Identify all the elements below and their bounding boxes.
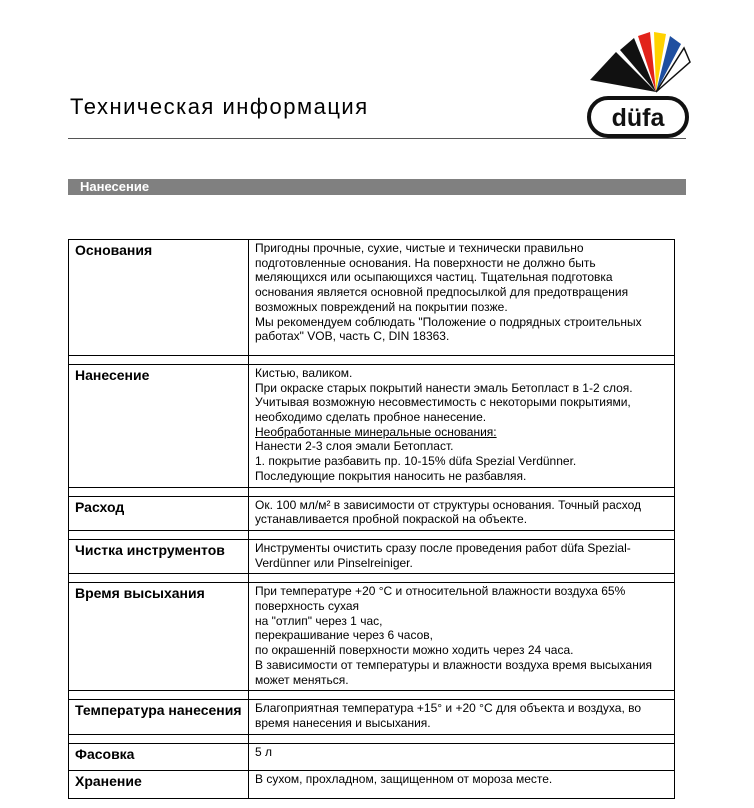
row-text-line: При окраске старых покрытий нанести эмаль Бетопласт в 1-2 слоя.: [255, 380, 633, 395]
logo-text: düfa: [611, 104, 665, 132]
table-row: [69, 771, 675, 799]
row-text-line: В зависимости от температуры и влажности воздуха время высыхания может меняться.: [255, 657, 653, 687]
row-text-line: Ок. 100 мл/м² в зависимости от структуры основания. Точный расход устанавливается пробной покраской на объекте.: [255, 497, 642, 527]
row-text-line: Нанести 2-3 слоя эмали Бетопласт.: [255, 439, 454, 454]
row-text-line: При температуре +20 °C и относительной влажности воздуха 65% поверхность сухая: [255, 584, 626, 614]
row-content: [249, 583, 675, 691]
row-text-line: Учитывая возможную несовместимость с некоторыми покрытиями, необходимо сделать пробное нанесение.: [255, 395, 631, 425]
row-content: [249, 743, 675, 771]
row-text-line: Инструменты очистить сразу после проведения работ düfa Spezial-Verdünner или Pinselreiniger.: [255, 540, 631, 570]
section-header: Нанесение: [68, 179, 686, 195]
table-row: [69, 700, 675, 734]
table-row: [69, 743, 675, 771]
row-text-line: Последующие покрытия наносить не разбавляя.: [255, 468, 527, 483]
table-row: [69, 364, 675, 487]
row-content: [249, 240, 675, 356]
row-text-line: по окрашенній поверхности можно ходить через 24 часа.: [255, 643, 574, 658]
row-label: Температура нанесения: [69, 700, 249, 734]
table-row: [69, 240, 675, 356]
row-content: [249, 700, 675, 734]
row-text-line: В сухом, прохладном, защищенном от мороза месте.: [255, 772, 553, 787]
row-content: [249, 771, 675, 799]
info-table: [68, 239, 675, 799]
row-text-line: Мы рекомендуем соблюдать "Положение о подрядных строительных работах" VOB, часть C, DIN 18363.: [255, 314, 642, 344]
table-row: [69, 539, 675, 573]
row-text-line: 5 л: [255, 744, 273, 759]
row-content: [249, 496, 675, 530]
row-text-line: перекрашивание через 6 часов,: [255, 628, 433, 643]
row-content: [249, 364, 675, 487]
row-label: Фасовка: [69, 743, 249, 771]
row-text-line: Кистью, валиком.: [255, 365, 353, 380]
row-text-line: на "отлип" через 1 час,: [255, 613, 383, 628]
page-title: Техническая информация: [70, 94, 369, 119]
row-text-line: 1. покрытие разбавить пр. 10-15% düfa Spezial Verdünner.: [255, 454, 577, 469]
row-label: Чистка инструментов: [69, 539, 249, 573]
table-row: [69, 496, 675, 530]
row-label: Хранение: [69, 771, 249, 799]
dufa-logo: [586, 20, 692, 140]
row-label: Основания: [69, 240, 249, 356]
row-text-line: Благоприятная температура +15° и +20 °C для объекта и воздуха, во время нанесения и высыхания.: [255, 701, 642, 730]
row-content: [249, 539, 675, 573]
row-label: Нанесение: [69, 364, 249, 487]
table-row: [69, 583, 675, 691]
row-text-line: Пригодны прочные, сухие, чистые и технически правильно подготовленные основания. На поверхности не должно быть меляющихся или осыпающихся частиц. Тщательная подготовка основания является основной предпосылкой для предотвращения возможных повреждений на покрытии позже.: [255, 241, 629, 314]
title-divider: [68, 138, 686, 139]
row-subheading: Необработанные минеральные основания:: [255, 424, 497, 439]
row-label: Расход: [69, 496, 249, 530]
row-label: Время высыхания: [69, 583, 249, 691]
